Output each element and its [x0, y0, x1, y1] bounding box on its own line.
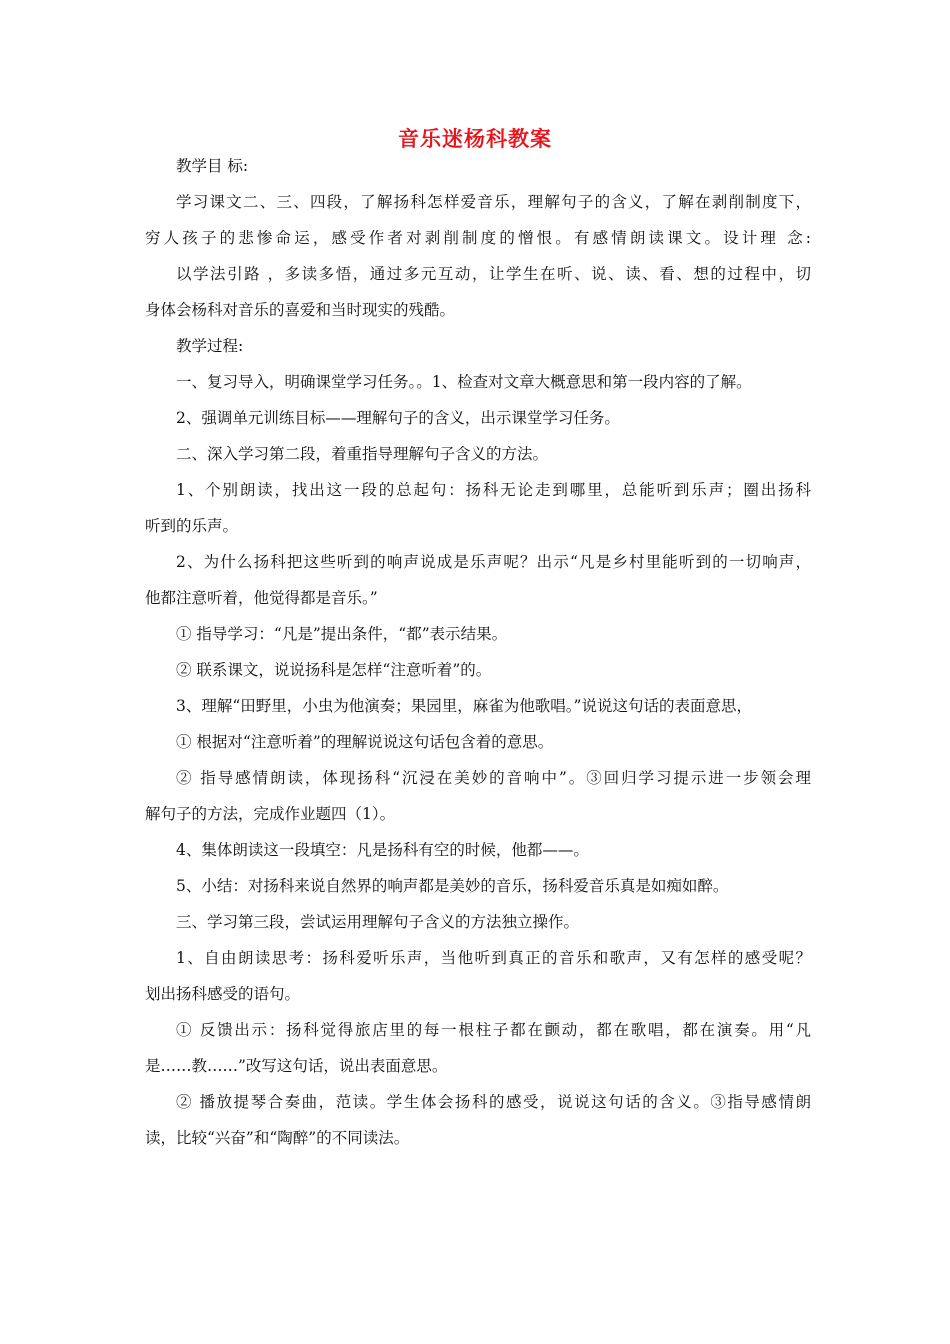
- paragraph-line: 4、集体朗读这一段填空：凡是扬科有空的时候，他都——。: [176, 841, 589, 859]
- paragraph-line: 学习课文二、三、四段，了解扬科怎样爱音乐，理解句子的含义，了解在剥削制度下，: [176, 193, 811, 211]
- paragraph-line: 听到的乐声。: [145, 517, 239, 535]
- document-title: 音乐迷杨科教案: [398, 127, 552, 151]
- document-body: [145, 148, 811, 1156]
- paragraph-line: 穷人孩子的悲惨命运，感受作者对剥削制度的憎恨。有感情朗读课文。设计理 念:: [145, 229, 811, 247]
- section-heading-process: 教学过程:: [176, 337, 244, 355]
- paragraph-line: ① 反馈出示：扬科觉得旅店里的每一根柱子都在颤动，都在歌唱，都在演奏。用“凡: [176, 1021, 811, 1039]
- paragraph-line: 1、自由朗读思考：扬科爱听乐声，当他听到真正的音乐和歌声，又有怎样的感受呢？: [176, 949, 811, 967]
- paragraph-line: 5、小结：对扬科来说自然界的响声都是美妙的音乐，扬科爱音乐真是如痴如醉。: [176, 877, 729, 895]
- paragraph-line: 划出扬科感受的语句。: [145, 985, 301, 1003]
- paragraph-line: 一、复习导入，明确课堂学习任务。。1、检查对文章大概意思和第一段内容的了解。: [176, 373, 752, 391]
- paragraph-line: 以学法引路 ，多读多悟，通过多元互动，让学生在听、说、读、看、想的过程中，切: [176, 265, 811, 283]
- paragraph-line: ② 指导感情朗读，体现扬科“沉浸在美妙的音响中”。③回归学习提示进一步领会理: [176, 769, 811, 787]
- paragraph-line: 3、理解“田野里，小虫为他演奏；果园里，麻雀为他歌唱。”说说这句话的表面意思，: [176, 697, 752, 715]
- paragraph-line: 2、强调单元训练目标——理解句子的含义，出示课堂学习任务。: [176, 409, 620, 427]
- section-heading-objectives: 教学目 标:: [176, 157, 249, 175]
- paragraph-line: 1、个别朗读，找出这一段的总起句：扬科无论走到哪里，总能听到乐声；圈出扬科: [176, 481, 811, 499]
- paragraph-line: 三、学习第三段，尝试运用理解句子含义的方法独立操作。: [176, 913, 580, 931]
- paragraph-line: ② 播放提琴合奏曲，范读。学生体会扬科的感受，说说这句话的含义。③指导感情朗: [176, 1093, 811, 1111]
- paragraph-line: ① 根据对“注意听着”的理解说说这句话包含着的意思。: [176, 733, 554, 751]
- paragraph-line: 2、为什么扬科把这些听到的响声说成是乐声呢？出示“凡是乡村里能听到的一切响声，: [176, 553, 811, 571]
- paragraph-line: 是……教……”改写这句话，说出表面意思。: [145, 1057, 448, 1075]
- paragraph-line: ① 指导学习：“凡是”提出条件，“都”表示结果。: [176, 625, 508, 643]
- paragraph-line: 他都注意听着，他觉得都是音乐。”: [145, 589, 378, 607]
- paragraph-line: ② 联系课文，说说扬科是怎样“注意听着”的。: [176, 661, 492, 679]
- paragraph-line: 解句子的方法，完成作业题四（1）。: [145, 805, 396, 823]
- paragraph-line: 身体会杨科对音乐的喜爱和当时现实的残酷。: [145, 301, 456, 319]
- paragraph-line: 读，比较“兴奋”和“陶醉”的不同读法。: [145, 1129, 410, 1147]
- paragraph-line: 二、深入学习第二段，着重指导理解句子含义的方法。: [176, 445, 549, 463]
